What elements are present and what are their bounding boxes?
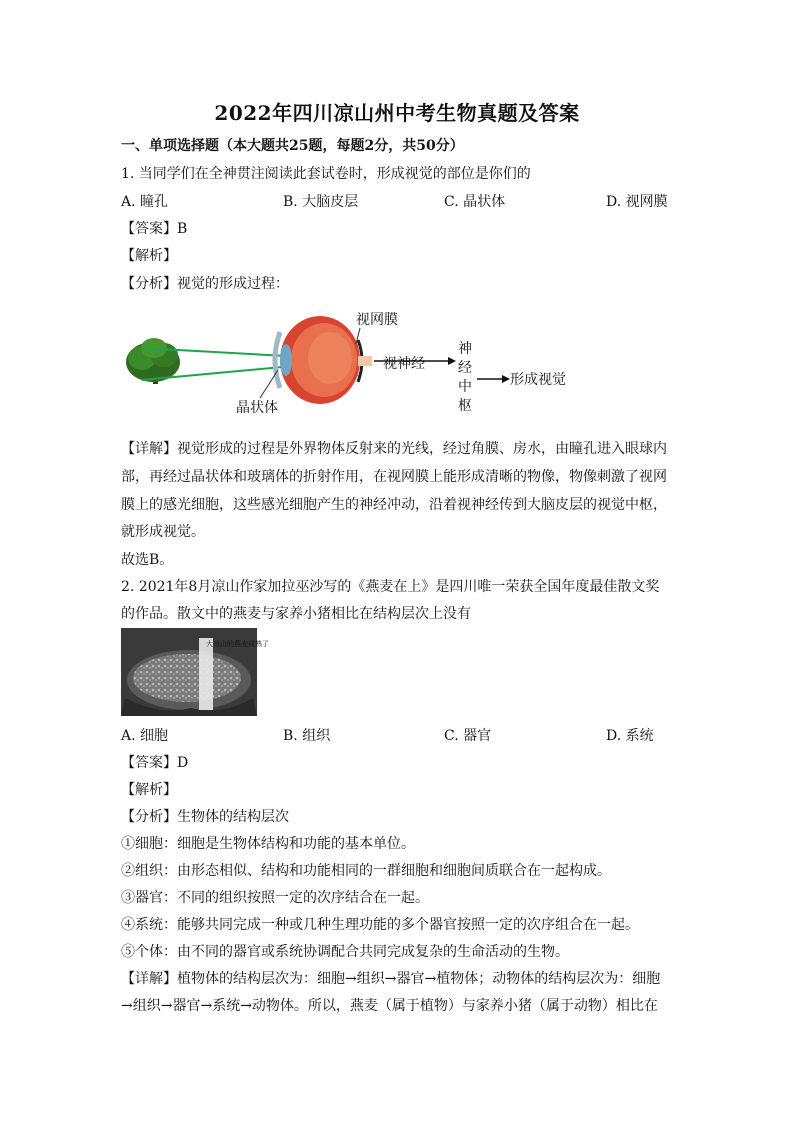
label-center-1: 神: [458, 341, 472, 357]
oat-seeds-photo: [121, 628, 269, 716]
q2-detail-line-1: 【详解】植物体的结构层次为：细胞→组织→器官→植物体；动物体的结构层次为：细胞: [121, 971, 661, 987]
q1-analysis: 【分析】视觉的形成过程：: [121, 276, 289, 292]
q2-level-2: ②组织：由形态相似、结构和功能相同的一群细胞和细胞间质联合在一起构成。: [121, 863, 611, 879]
q2-option-a: A. 细胞: [121, 728, 169, 744]
label-lens: 晶状体: [236, 400, 278, 416]
q2-level-1: ①细胞：细胞是生物体结构和功能的基本单位。: [121, 836, 415, 852]
q1-detail-line-2: 部，再经过晶状体和玻璃体的折射作用，在视网膜上能形成清晰的物像，物像刺激了视网: [121, 469, 667, 485]
q1-option-c: C. 晶状体: [444, 194, 506, 210]
q2-analysis-tag: 【解析】: [121, 782, 177, 798]
label-retina: 视网膜: [356, 312, 398, 328]
q1-detail-line-3: 膜上的感光细胞，这些感光细胞产生的神经冲动，沿着视神经传到大脑皮层的视觉中枢，: [121, 497, 667, 513]
q2-option-b: B. 组织: [283, 728, 331, 744]
page-title: 2022年四川凉山州中考生物真题及答案: [214, 101, 580, 125]
q2-level-3: ③器官：不同的组织按照一定的次序结合在一起。: [121, 890, 429, 906]
label-center-2: 经: [458, 360, 472, 376]
q2-option-d: D. 系统: [606, 728, 654, 744]
q2-option-c: C. 器官: [444, 728, 492, 744]
question-2-stem-line-1: 2. 2021年8月凉山作家加拉巫沙写的《燕麦在上》是四川唯一荣获全国年度最佳散文奖: [121, 579, 660, 595]
label-optic-nerve: 视神经: [383, 356, 425, 372]
label-center-4: 枢: [458, 398, 472, 414]
q2-level-5: ⑤个体：由不同的器官或系统协调配合共同完成复杂的生命活动的生物。: [121, 944, 569, 960]
q1-option-d: D. 视网膜: [606, 194, 668, 210]
q1-detail-line-4: 就形成视觉。: [121, 524, 205, 540]
section-heading: 一、单项选择题（本大题共25题，每题2分，共50分）: [121, 138, 464, 154]
q1-detail-line-1: 【详解】视觉形成的过程是外界物体反射来的光线，经过角膜、房水，由瞳孔进入眼球内: [121, 441, 667, 457]
question-1-stem: 1. 当同学们在全神贯注阅读此套试卷时，形成视觉的部位是你们的: [121, 166, 531, 182]
eyeball-image: [275, 316, 372, 404]
q2-analysis: 【分析】生物体的结构层次: [121, 809, 289, 825]
label-form-vision: 形成视觉: [510, 372, 566, 388]
q2-answer: 【答案】D: [121, 755, 189, 771]
q1-answer: 【答案】B: [121, 221, 188, 237]
q2-level-4: ④系统：能够共同完成一种或几种生理功能的多个器官按照一定的次序组合在一起。: [121, 917, 639, 933]
label-center-3: 中: [458, 379, 472, 395]
question-2-stem-line-2: 的作品。散文中的燕麦与家养小猪相比在结构层次上没有: [121, 606, 471, 622]
q1-option-b: B. 大脑皮层: [283, 194, 359, 210]
q1-option-a: A. 瞳孔: [121, 194, 169, 210]
q2-detail-line-2: →组织→器官→系统→动物体。所以，燕麦（属于植物）与家养小猪（属于动物）相比在: [121, 998, 658, 1014]
vision-formation-figure: [120, 300, 590, 430]
q1-analysis-tag: 【解析】: [121, 248, 177, 264]
q1-choice: 故选B。: [121, 552, 174, 568]
photo-caption: 大凉山的燕麦成熟了: [206, 640, 269, 648]
